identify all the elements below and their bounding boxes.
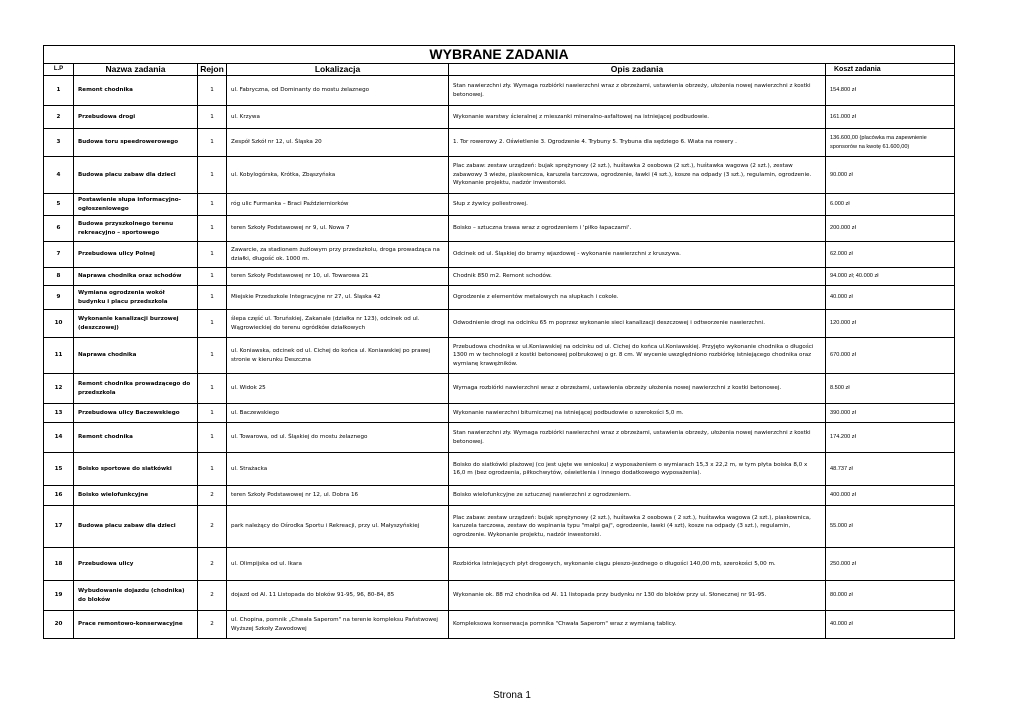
- row-rejon: 2: [198, 611, 227, 639]
- row-opis: Boisko wielofunkcyjne ze sztucznej nawierzchni z ogrodzeniem.: [449, 486, 826, 506]
- row-lp: 9: [44, 286, 74, 310]
- page-number: Strona 1: [493, 690, 531, 701]
- row-lokalizacja: teren Szkoły Podstawowej nr 9, ul. Nowa 7: [227, 216, 449, 242]
- row-name: Przebudowa ulicy Baczewskiego: [74, 404, 198, 423]
- row-lokalizacja: teren Szkoły Podstawowej nr 12, ul. Dobra 16: [227, 486, 449, 506]
- row-lp: 14: [44, 423, 74, 453]
- row-name: Budowa toru speedrowerowego: [74, 129, 198, 157]
- row-lp: 11: [44, 338, 74, 374]
- row-name: Boisko sportowe do siatkówki: [74, 453, 198, 486]
- row-lp: 13: [44, 404, 74, 423]
- tasks-sheet: [43, 45, 954, 639]
- row-koszt: 120.000 zł: [826, 310, 955, 338]
- row-koszt: 55.000 zł: [826, 506, 955, 548]
- row-koszt: 250.000 zł: [826, 548, 955, 581]
- row-name: Budowa przyszkolnego terenu rekreacyjno – sportowego: [74, 216, 198, 242]
- row-opis: Przebudowa chodnika w ul.Koniawskiej na odcinku od ul. Cichej do końca ul.Koniawskiej. Przyjęto wykonanie chodnika o długości 1300 m w technologii z kostki betonowej polbrukowej o gr. 8 cm. W wycenie uwzględniono rozbiórkę istniejącego chodnika oraz wymianę krawężników.: [449, 338, 826, 374]
- row-opis: Słup z żywicy poliestrowej.: [449, 194, 826, 216]
- table-body: [44, 76, 955, 639]
- table-row: [44, 506, 955, 548]
- row-rejon: 1: [198, 453, 227, 486]
- header-rejon: Rejon: [198, 64, 227, 76]
- table-row: [44, 194, 955, 216]
- row-opis: Wykonanie nawierzchni bitumicznej na istniejącej podbudowie o szerokości 5,0 m.: [449, 404, 826, 423]
- row-koszt: 40.000 zł: [826, 611, 955, 639]
- row-name: Remont chodnika prowadzącego do przedszkola: [74, 374, 198, 404]
- row-name: Wykonanie kanalizacji burzowej (deszczowej): [74, 310, 198, 338]
- row-koszt: 6.000 zł: [826, 194, 955, 216]
- row-opis: Wykonanie ok. 88 m2 chodnika od Al. 11 listopada przy budynku nr 130 do bloków przy ul. Słonecznej nr 91-95.: [449, 581, 826, 611]
- row-name: Naprawa chodnika: [74, 338, 198, 374]
- row-rejon: 1: [198, 194, 227, 216]
- row-lokalizacja: ul. Kobylogórska, Krótka, Zbąszyńska: [227, 157, 449, 194]
- row-name: Postawienie słupa informacyjno-ogłoszeniowego: [74, 194, 198, 216]
- row-lokalizacja: Zawarcie, za stadionem żużlowym przy przedszkolu, droga prowadząca na działki, długość ok. 1000 m.: [227, 242, 449, 268]
- table-row: [44, 286, 955, 310]
- row-rejon: 1: [198, 129, 227, 157]
- row-lokalizacja: ślepa część ul. Toruńskiej, Zakanale (działka nr 123), odcinek od ul. Wągrowieckiej do terenu ogródków działkowych: [227, 310, 449, 338]
- row-name: Przebudowa drogi: [74, 106, 198, 129]
- row-lokalizacja: Miejskie Przedszkole Integracyjne nr 27, ul. Śląska 42: [227, 286, 449, 310]
- row-opis: Plac zabaw: zestaw urządzeń: bujak sprężynowy (2 szt.), huśtawka 2 osobowa ( 2 szt.), huśtawka wagowa (2 szt.), piaskownica, karuzela tarczowa, zestaw do wspinania typu "małpi gaj", ogrodzenie, ławki (4 szt), kosze na odpady (3 szt.), regulamin, ogrodzenie. Wykonanie projektu, nadzór inwestorski.: [449, 506, 826, 548]
- row-koszt: 161.000 zł: [826, 106, 955, 129]
- table-row: [44, 453, 955, 486]
- row-lp: 15: [44, 453, 74, 486]
- row-name: Budowa placu zabaw dla dzieci: [74, 506, 198, 548]
- row-lokalizacja: ul. Olimpijska od ul. Ikara: [227, 548, 449, 581]
- row-lp: 20: [44, 611, 74, 639]
- header-koszt: Koszt zadania: [826, 64, 955, 76]
- row-koszt: 670.000 zł: [826, 338, 955, 374]
- row-name: Wybudowanie dojazdu (chodnika) do bloków: [74, 581, 198, 611]
- row-name: Naprawa chodnika oraz schodów: [74, 268, 198, 286]
- row-opis: Odcinek od ul. Śląskiej do bramy wjazdowej - wykonanie nawierzchni z kruszywa.: [449, 242, 826, 268]
- row-name: Remont chodnika: [74, 76, 198, 106]
- row-koszt: 48.737 zł: [826, 453, 955, 486]
- row-opis: Stan nawierzchni zły. Wymaga rozbiórki nawierzchni wraz z obrzeżami, ustawienia obrzeży, ułożenia nowej nawierzchni z kostki betonowej.: [449, 76, 826, 106]
- table-row: [44, 268, 955, 286]
- row-koszt: 94.000 zł; 40.000 zł: [826, 268, 955, 286]
- row-opis: Wykonanie warstwy ścieralnej z mieszanki mineralno-asfaltowej na istniejącej podbudowie.: [449, 106, 826, 129]
- row-rejon: 1: [198, 106, 227, 129]
- row-opis: Ogrodzenie z elementów metalowych na słupkach i cokole.: [449, 286, 826, 310]
- table-row: [44, 611, 955, 639]
- row-lokalizacja: dojazd od Al. 11 Listopada do bloków 91-95, 96, 80-84, 85: [227, 581, 449, 611]
- row-name: Remont chodnika: [74, 423, 198, 453]
- tasks-table: [43, 45, 955, 639]
- header-lokalizacja: Lokalizacja: [227, 64, 449, 76]
- header-opis: Opis zadania: [449, 64, 826, 76]
- row-rejon: 1: [198, 374, 227, 404]
- row-rejon: 2: [198, 581, 227, 611]
- header-lp: L.P: [44, 64, 74, 76]
- row-rejon: 1: [198, 157, 227, 194]
- row-lokalizacja: ul. Strażacka: [227, 453, 449, 486]
- row-rejon: 1: [198, 268, 227, 286]
- table-row: [44, 106, 955, 129]
- header-row: [44, 64, 955, 76]
- row-lp: 1: [44, 76, 74, 106]
- row-koszt: 174.200 zł: [826, 423, 955, 453]
- table-row: [44, 486, 955, 506]
- table-row: [44, 216, 955, 242]
- table-row: [44, 338, 955, 374]
- row-rejon: 1: [198, 76, 227, 106]
- row-lp: 2: [44, 106, 74, 129]
- row-opis: Stan nawierzchni zły. Wymaga rozbiórki nawierzchni wraz z obrzeżami, ustawienia obrzeży, ułożenia nowej nawierzchni z kostki betonowej.: [449, 423, 826, 453]
- row-lp: 8: [44, 268, 74, 286]
- header-name: Nazwa zadania: [74, 64, 198, 76]
- row-lp: 4: [44, 157, 74, 194]
- row-lokalizacja: ul. Towarowa, od ul. Śląskiej do mostu żelaznego: [227, 423, 449, 453]
- row-lokalizacja: ul. Fabryczna, od Dominanty do mostu żelaznego: [227, 76, 449, 106]
- row-opis: Chodnik 850 m2. Remont schodów.: [449, 268, 826, 286]
- row-lp: 16: [44, 486, 74, 506]
- row-koszt: 154.800 zł: [826, 76, 955, 106]
- row-lokalizacja: róg ulic Furmanka – Braci Październiorków: [227, 194, 449, 216]
- row-opis: Rozbiórka istniejących płyt drogowych, wykonanie ciągu pieszo-jezdnego o długości 140,00 mb, szerokości 5,00 m.: [449, 548, 826, 581]
- row-rejon: 1: [198, 242, 227, 268]
- table-row: [44, 76, 955, 106]
- row-lp: 12: [44, 374, 74, 404]
- row-koszt: 136.600,00 (placówka ma zapewnienie sponsorów na kwotę 61.600,00): [826, 129, 955, 157]
- row-opis: Odwodnienie drogi na odcinku 65 m poprzez wykonanie sieci kanalizacji deszczowej i odtworzenie nawierzchni.: [449, 310, 826, 338]
- row-rejon: 1: [198, 338, 227, 374]
- table-row: [44, 157, 955, 194]
- table-title: WYBRANE ZADANIA: [44, 46, 955, 64]
- row-lokalizacja: teren Szkoły Podstawowej nr 10, ul. Towarowa 21: [227, 268, 449, 286]
- row-rejon: 2: [198, 506, 227, 548]
- row-lokalizacja: ul. Baczewskiego: [227, 404, 449, 423]
- table-row: [44, 423, 955, 453]
- row-rejon: 1: [198, 310, 227, 338]
- row-name: Przebudowa ulicy Polnej: [74, 242, 198, 268]
- row-rejon: 1: [198, 216, 227, 242]
- row-lokalizacja: park należący do Ośrodka Sportu i Rekreacji, przy ul. Małyszyńskiej: [227, 506, 449, 548]
- row-koszt: 62.000 zł: [826, 242, 955, 268]
- table-row: [44, 404, 955, 423]
- row-name: Prace remontowo-konserwacyjne: [74, 611, 198, 639]
- row-opis: Boisko – sztuczna trawa wraz z ogrodzeniem i 'piłko łapaczami'.: [449, 216, 826, 242]
- row-koszt: 400.000 zł: [826, 486, 955, 506]
- table-row: [44, 548, 955, 581]
- row-lp: 3: [44, 129, 74, 157]
- row-lp: 10: [44, 310, 74, 338]
- row-lokalizacja: ul. Widok 25: [227, 374, 449, 404]
- row-koszt: 200.000 zł: [826, 216, 955, 242]
- row-rejon: 1: [198, 404, 227, 423]
- table-row: [44, 310, 955, 338]
- row-rejon: 1: [198, 286, 227, 310]
- row-koszt: 390.000 zł: [826, 404, 955, 423]
- row-opis: Boisko do siatkówki plażowej (co jest ujęte we wniosku) z wyposażeniem o wymiarach 15,3 x 22,2 m, w tym płyta boiska 8,0 x 16,0 m (bez ogrodzenia, piłkochwytów, oświetlenia i innego dodatkowego wyposażenia).: [449, 453, 826, 486]
- row-lp: 19: [44, 581, 74, 611]
- row-name: Wymiana ogrodzenia wokół budynku i placu przedszkola: [74, 286, 198, 310]
- row-koszt: 40.000 zł: [826, 286, 955, 310]
- row-rejon: 2: [198, 486, 227, 506]
- table-row: [44, 374, 955, 404]
- row-name: Budowa placu zabaw dla dzieci: [74, 157, 198, 194]
- table-row: [44, 242, 955, 268]
- row-lokalizacja: ul. Koniawska, odcinek od ul. Cichej do końca ul. Koniawskiej po prawej stronie w kierunku Deszczna: [227, 338, 449, 374]
- row-lokalizacja: ul. Krzywa: [227, 106, 449, 129]
- row-rejon: 1: [198, 423, 227, 453]
- row-lokalizacja: Zespół Szkół nr 12, ul. Śląska 20: [227, 129, 449, 157]
- row-lokalizacja: ul. Chopina, pomnik „Chwała Saperom" na terenie kompleksu Państwowej Wyższej Szkoły Zawodowej: [227, 611, 449, 639]
- row-name: Boisko wielofunkcyjne: [74, 486, 198, 506]
- row-name: Przebudowa ulicy: [74, 548, 198, 581]
- row-lp: 5: [44, 194, 74, 216]
- row-lp: 7: [44, 242, 74, 268]
- table-row: [44, 581, 955, 611]
- row-opis: Wymaga rozbiórki nawierzchni wraz z obrzeżami, ustawienia obrzeży ułożenia nowej nawierzchni z kostki betonowej.: [449, 374, 826, 404]
- row-rejon: 2: [198, 548, 227, 581]
- table-row: [44, 129, 955, 157]
- row-opis: 1. Tor rowerowy 2. Oświetlenie 3. Ogrodzenie 4. Trybuny 5. Trybuna dla sędziego 6. Wiata na rowery .: [449, 129, 826, 157]
- row-opis: Kompleksowa konserwacja pomnika "Chwała Saperom" wraz z wymianą tablicy.: [449, 611, 826, 639]
- row-koszt: 90.000 zł: [826, 157, 955, 194]
- row-opis: Plac zabaw: zestaw urządzeń: bujak sprężynowy (2 szt.), huśtawka 2 osobowa (2 szt.), huśtawka wagowa (2 szt.), zestaw zabawowy 3 wieże, piaskownica, karuzela tarczowa, ogrodzenie, ławki (4 szt.), kosze na odpady (3 szt.), regulamin, ogrodzenie. Wykonanie projektu, nadzór inwestorski.: [449, 157, 826, 194]
- row-koszt: 80.000 zł: [826, 581, 955, 611]
- row-koszt: 8.500 zł: [826, 374, 955, 404]
- row-lp: 18: [44, 548, 74, 581]
- row-lp: 6: [44, 216, 74, 242]
- row-lp: 17: [44, 506, 74, 548]
